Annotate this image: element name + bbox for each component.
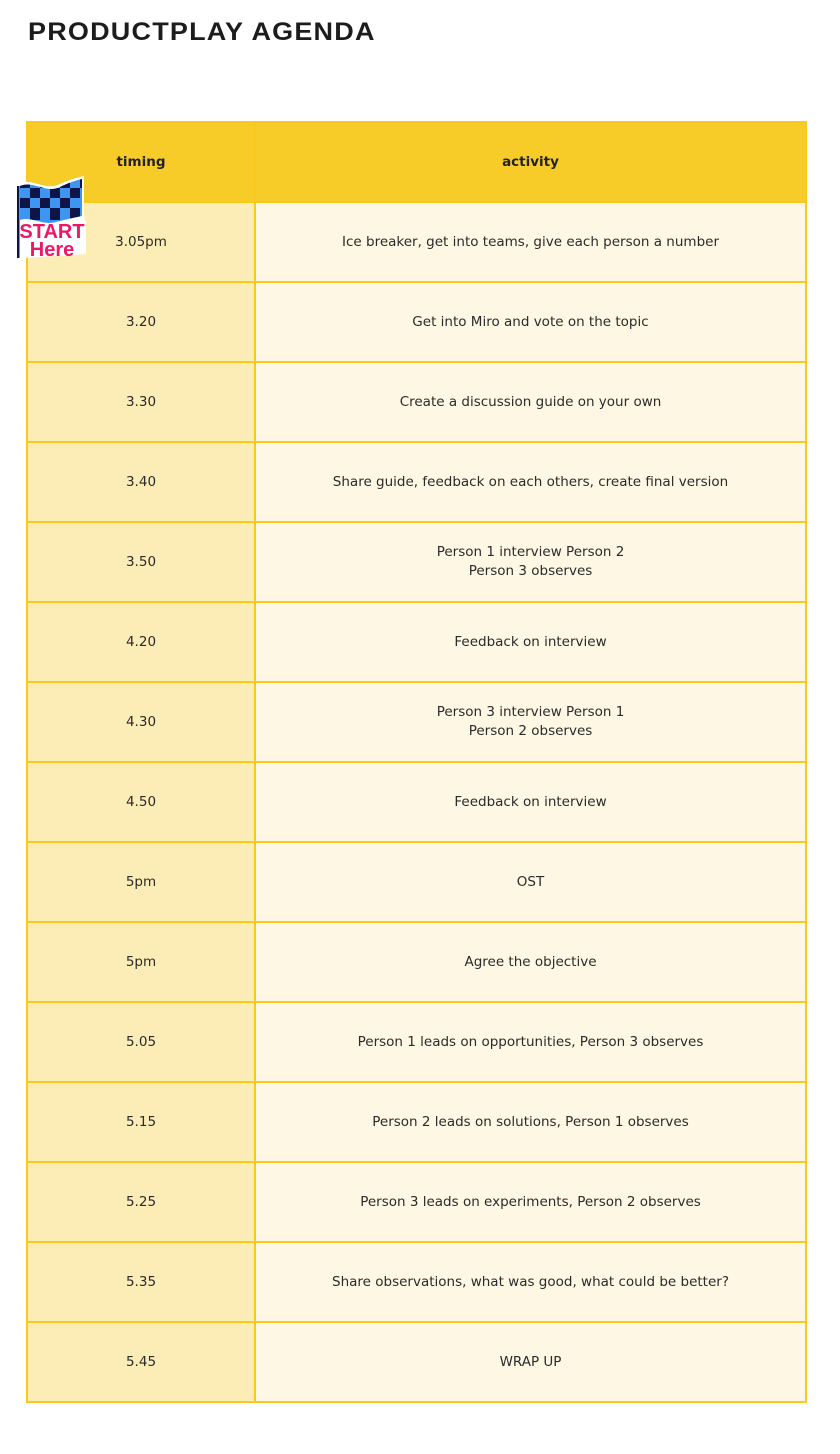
table-row [27, 362, 806, 442]
activity-text: Person 3 observes [468, 563, 593, 579]
timing-cell: 5.15 [27, 1082, 255, 1162]
header-timing: timing [27, 122, 255, 202]
activity-text: Feedback on interview [454, 633, 607, 650]
activity-text: Create a discussion guide on your own [399, 393, 662, 410]
timing-cell: 5pm [27, 922, 255, 1002]
activity-cell [255, 1322, 806, 1402]
activity-text: Person 3 interview Person 1 [436, 704, 625, 720]
activity-text: Ice breaker, get into teams, give each person a number [342, 233, 719, 250]
timing-cell: 4.50 [27, 762, 255, 842]
activity-text: Agree the objective [464, 953, 597, 970]
timing-cell: 3.20 [27, 282, 255, 362]
timing-cell: 4.20 [27, 602, 255, 682]
table-row [27, 682, 806, 762]
activity-cell [255, 682, 806, 762]
svg-text:Here: Here [29, 239, 75, 260]
table-row [27, 922, 806, 1002]
table-row [27, 1002, 806, 1082]
timing-cell: 5.45 [27, 1322, 255, 1402]
timing-cell: 3.40 [27, 442, 255, 522]
timing-cell: 5.25 [27, 1162, 255, 1242]
activity-text: OST [516, 873, 545, 890]
start-here-flag-icon [12, 172, 88, 260]
activity-cell [255, 1002, 806, 1082]
activity-cell [255, 842, 806, 922]
table-row [27, 522, 806, 602]
page-title: PRODUCTPLAY AGENDA [28, 18, 376, 46]
table-row [27, 1082, 806, 1162]
timing-cell: 3.30 [27, 362, 255, 442]
timing-cell: 5.05 [27, 1002, 255, 1082]
activity-text: Person 1 leads on opportunities, Person 3 observes [357, 1033, 704, 1050]
activity-text: Person 2 observes [468, 723, 593, 739]
table-header-row [27, 122, 806, 202]
agenda-table [26, 121, 807, 1403]
activity-text: Share guide, feedback on each others, create final version [332, 473, 729, 490]
timing-cell: 3.50 [27, 522, 255, 602]
table-row [27, 1162, 806, 1242]
activity-cell [255, 1162, 806, 1242]
table-row [27, 762, 806, 842]
table-row [27, 602, 806, 682]
table-row [27, 442, 806, 522]
table-row [27, 202, 806, 282]
activity-cell [255, 362, 806, 442]
activity-cell [255, 762, 806, 842]
activity-cell [255, 922, 806, 1002]
svg-text:START: START [19, 221, 85, 243]
activity-text: Person 3 leads on experiments, Person 2 observes [360, 1193, 701, 1210]
activity-cell [255, 1082, 806, 1162]
activity-cell [255, 282, 806, 362]
table-row [27, 282, 806, 362]
activity-cell [255, 602, 806, 682]
timing-cell: 4.30 [27, 682, 255, 762]
activity-cell [255, 202, 806, 282]
activity-text: Person 2 leads on solutions, Person 1 observes [372, 1113, 689, 1130]
activity-text: WRAP UP [499, 1353, 562, 1370]
activity-cell [255, 442, 806, 522]
activity-text: Get into Miro and vote on the topic [412, 313, 649, 330]
timing-cell: 3.05pm [27, 202, 255, 282]
table-body [27, 202, 806, 1402]
activity-cell [255, 1242, 806, 1322]
table-row [27, 1322, 806, 1402]
timing-cell: 5pm [27, 842, 255, 922]
table-row [27, 842, 806, 922]
activity-text: Share observations, what was good, what could be better? [332, 1273, 729, 1290]
table-row [27, 1242, 806, 1322]
header-activity: activity [255, 122, 806, 202]
activity-text: Feedback on interview [454, 793, 607, 810]
timing-cell: 5.35 [27, 1242, 255, 1322]
activity-text: Person 1 interview Person 2 [436, 544, 625, 560]
activity-cell [255, 522, 806, 602]
